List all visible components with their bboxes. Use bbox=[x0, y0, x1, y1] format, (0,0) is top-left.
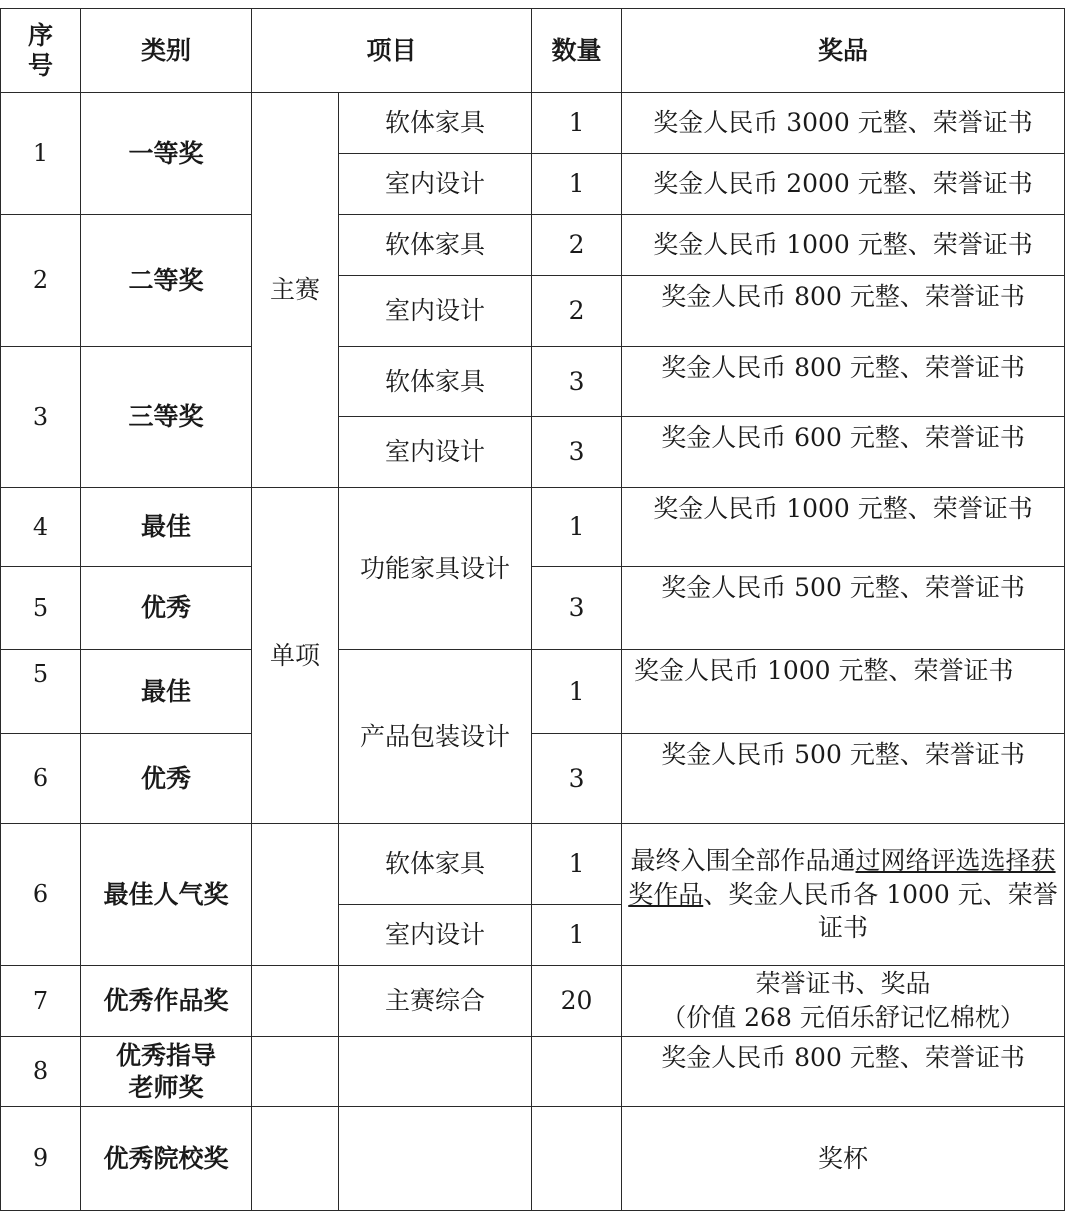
prize-text-underlined: 过网络评选选择获奖作品 bbox=[628, 845, 1056, 909]
item-cell: 软体家具 bbox=[339, 215, 532, 276]
group-empty-cell bbox=[252, 1037, 339, 1107]
category-cell: 二等奖 bbox=[81, 215, 252, 347]
qty-cell: 2 bbox=[532, 276, 622, 347]
category-cell: 优秀院校奖 bbox=[81, 1107, 252, 1211]
prize-cell bbox=[622, 824, 1065, 966]
item-cell: 产品包装设计 bbox=[339, 650, 532, 824]
header-category: 类别 bbox=[81, 9, 252, 93]
table-row bbox=[1, 347, 1065, 417]
header-quantity: 数量 bbox=[532, 9, 622, 93]
prize-cell: 奖金人民币 800 元整、荣誉证书 bbox=[622, 1037, 1065, 1107]
prize-text-c: 、奖金人民币各 1000 元、荣誉证书 bbox=[703, 879, 1058, 943]
item-empty-cell bbox=[339, 1107, 532, 1211]
prize-line-1: 荣誉证书、奖品 bbox=[755, 969, 931, 999]
prize-cell: 奖金人民币 500 元整、荣誉证书 bbox=[622, 567, 1065, 650]
qty-cell: 1 bbox=[532, 905, 622, 966]
item-cell: 软体家具 bbox=[339, 347, 532, 417]
qty-cell: 3 bbox=[532, 567, 622, 650]
group-empty-cell bbox=[252, 966, 339, 1037]
header-seq-text: 序号 bbox=[27, 20, 53, 80]
item-cell: 功能家具设计 bbox=[339, 488, 532, 650]
seq-cell: 6 bbox=[1, 734, 81, 824]
group-empty-cell bbox=[252, 1107, 339, 1211]
prize-cell: 奖杯 bbox=[622, 1107, 1065, 1211]
qty-cell: 1 bbox=[532, 650, 622, 734]
table-row bbox=[1, 1037, 1065, 1107]
item-cell: 室内设计 bbox=[339, 905, 532, 966]
item-cell: 室内设计 bbox=[339, 154, 532, 215]
item-cell: 室内设计 bbox=[339, 417, 532, 488]
table-row bbox=[1, 1107, 1065, 1211]
prize-cell: 奖金人民币 800 元整、荣誉证书 bbox=[622, 276, 1065, 347]
table-row bbox=[1, 966, 1065, 1037]
table-row bbox=[1, 734, 1065, 824]
prize-cell: 奖金人民币 600 元整、荣誉证书 bbox=[622, 417, 1065, 488]
category-cell: 优秀 bbox=[81, 734, 252, 824]
category-cell bbox=[81, 1037, 252, 1107]
qty-cell: 20 bbox=[532, 966, 622, 1037]
awards-table bbox=[0, 8, 1065, 1211]
seq-cell: 2 bbox=[1, 215, 81, 347]
category-cell: 三等奖 bbox=[81, 347, 252, 488]
category-cell: 最佳 bbox=[81, 650, 252, 734]
qty-cell: 1 bbox=[532, 93, 622, 154]
prize-cell: 奖金人民币 500 元整、荣誉证书 bbox=[622, 734, 1065, 824]
seq-cell: 4 bbox=[1, 488, 81, 567]
table-row bbox=[1, 824, 1065, 905]
item-cell: 软体家具 bbox=[339, 824, 532, 905]
item-empty-cell bbox=[339, 1037, 532, 1107]
category-cell: 优秀 bbox=[81, 567, 252, 650]
category-line-1: 优秀指导 bbox=[115, 1041, 216, 1071]
qty-cell: 1 bbox=[532, 154, 622, 215]
table-row bbox=[1, 567, 1065, 650]
category-line-2: 老师奖 bbox=[128, 1072, 204, 1102]
group-empty-cell bbox=[252, 824, 339, 966]
qty-cell: 3 bbox=[532, 417, 622, 488]
category-cell: 一等奖 bbox=[81, 93, 252, 215]
seq-cell: 5 bbox=[1, 650, 81, 734]
category-cell: 最佳 bbox=[81, 488, 252, 567]
prize-text-a: 最终入围全部作品通 bbox=[630, 845, 856, 875]
seq-cell: 6 bbox=[1, 824, 81, 966]
seq-cell: 7 bbox=[1, 966, 81, 1037]
item-cell: 软体家具 bbox=[339, 93, 532, 154]
seq-cell: 9 bbox=[1, 1107, 81, 1211]
qty-empty-cell bbox=[532, 1107, 622, 1211]
header-prize: 奖品 bbox=[622, 9, 1065, 93]
header-row bbox=[1, 9, 1065, 93]
prize-line-2: （价值 268 元佰乐舒记忆棉枕） bbox=[661, 1003, 1025, 1032]
category-cell: 优秀作品奖 bbox=[81, 966, 252, 1037]
qty-cell: 1 bbox=[532, 824, 622, 905]
item-cell: 室内设计 bbox=[339, 276, 532, 347]
header-item: 项目 bbox=[252, 9, 532, 93]
prize-cell: 奖金人民币 800 元整、荣誉证书 bbox=[622, 347, 1065, 417]
seq-cell: 8 bbox=[1, 1037, 81, 1107]
group-main-cell: 主赛 bbox=[252, 93, 339, 488]
seq-cell: 3 bbox=[1, 347, 81, 488]
group-single-cell: 单项 bbox=[252, 488, 339, 824]
table-row bbox=[1, 93, 1065, 154]
item-cell: 主赛综合 bbox=[339, 966, 532, 1037]
seq-cell: 1 bbox=[1, 93, 81, 215]
table-row bbox=[1, 215, 1065, 276]
seq-cell: 5 bbox=[1, 567, 81, 650]
prize-cell bbox=[622, 966, 1065, 1037]
qty-cell: 3 bbox=[532, 347, 622, 417]
prize-cell: 奖金人民币 1000 元整、荣誉证书 bbox=[622, 488, 1065, 567]
qty-cell: 1 bbox=[532, 488, 622, 567]
prize-cell: 奖金人民币 3000 元整、荣誉证书 bbox=[622, 93, 1065, 154]
table-row bbox=[1, 650, 1065, 734]
qty-empty-cell bbox=[532, 1037, 622, 1107]
qty-cell: 2 bbox=[532, 215, 622, 276]
prize-cell: 奖金人民币 1000 元整、荣誉证书 bbox=[622, 650, 1065, 734]
prize-cell: 奖金人民币 2000 元整、荣誉证书 bbox=[622, 154, 1065, 215]
header-seq bbox=[1, 9, 81, 93]
qty-cell: 3 bbox=[532, 734, 622, 824]
table-row bbox=[1, 488, 1065, 567]
category-cell: 最佳人气奖 bbox=[81, 824, 252, 966]
prize-cell: 奖金人民币 1000 元整、荣誉证书 bbox=[622, 215, 1065, 276]
